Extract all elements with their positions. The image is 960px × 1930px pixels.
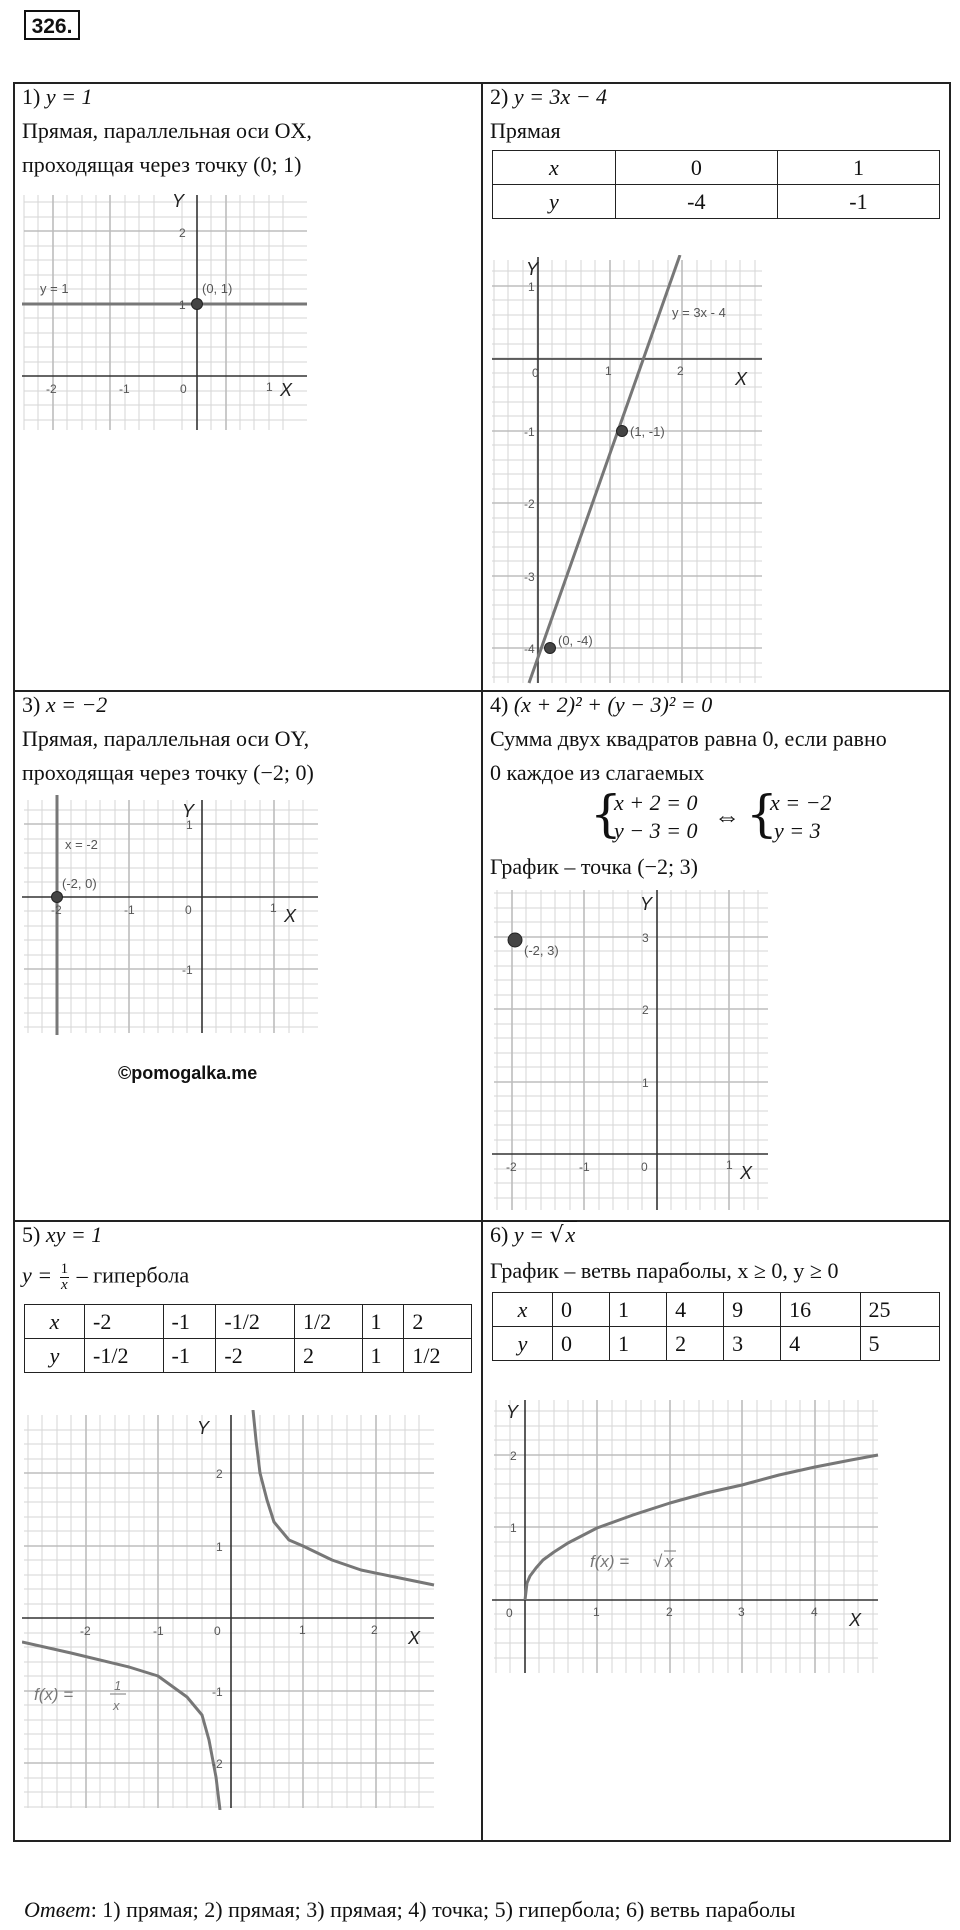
cell4-system [590,785,890,850]
problem-number: 326. [24,10,80,40]
cell3-desc1: Прямая, параллельная оси OY, [22,726,310,751]
cell1-axis-y: Y [172,191,185,211]
cell2-point2-label: (0, -4) [558,633,593,648]
cell2-point2 [545,643,556,654]
cell4-tick-x1: -1 [579,1160,590,1174]
sys-left-2: y − 3 = 0 [614,818,698,843]
table-cell: -1 [163,1305,216,1339]
sys-right-1: x = −2 [770,790,832,815]
cell6-tick-x3: 3 [738,1605,745,1619]
cell3-point [52,892,63,903]
cell1-tick-y1: 1 [179,298,186,312]
cell5-tick-y2: -1 [212,1685,223,1699]
cell6-desc1: График – ветвь параболы, x ≥ 0, y ≥ 0 [490,1258,839,1283]
cell6-func-sqrt: √ [653,1552,663,1571]
cell1-tick-x3: 1 [266,380,273,394]
cell6-tick-x4: 4 [811,1605,818,1619]
table-cell: 1 [362,1305,404,1339]
cell3-tick-x0: -2 [51,903,62,917]
cell6-header: 6) y = √x [490,1222,576,1248]
cell5-axis-x: X [408,1628,421,1648]
cell5-tick-y1: 1 [216,1540,223,1554]
table-row [493,1293,940,1327]
cell2-point1-label: (1, -1) [630,424,665,439]
cell5-tick-y0: 2 [216,1467,223,1481]
table-cell: 16 [781,1293,860,1327]
cell6-graph [492,1395,882,1675]
table-cell: 0 [553,1293,610,1327]
cell3-axis-y: Y [182,801,195,821]
cell1-tick-x1: -1 [119,382,130,396]
grid-border-right [949,82,951,1842]
cell6-tick-x2: 2 [666,1605,673,1619]
table-cell: 1 [610,1293,667,1327]
cell5-branch-positive [253,1410,434,1585]
grid-border-left [13,82,15,1842]
table-cell: x [25,1305,85,1339]
cell4-tick-y0: 3 [642,931,649,945]
table-cell: y [25,1339,85,1373]
cell5-func-den: x [113,1698,120,1713]
cell5-tick-x2: 0 [214,1624,221,1638]
cell2-tick-x2: 2 [677,364,684,378]
grid-border-mid [481,82,483,1842]
cell4-axis-y: Y [640,894,653,914]
answer-line [24,1897,795,1923]
cell4-point-label: (-2, 3) [524,943,559,958]
answer-text: : 1) прямая; 2) прямая; 3) прямая; 4) точка; 5) гипербола; 6) ветвь параболы [90,1897,796,1922]
cell2-tick-y1: -1 [524,425,535,439]
table-cell: x [493,151,616,185]
table-cell: 3 [724,1327,781,1361]
equiv-sign: ⇔ [714,802,740,831]
cell2-tick-y0: 1 [528,280,535,294]
table-cell: -1/2 [85,1339,164,1373]
table-row [493,185,940,219]
table-row [25,1305,472,1339]
table-cell: 0 [553,1327,610,1361]
cell6-tick-x1: 1 [593,1605,600,1619]
cell1-point-label: (0, 1) [202,281,233,296]
cell2-header: 2) y = 3x − 4 [490,84,608,109]
cell5-graph [22,1410,442,1810]
cell3-tick-y1: -1 [182,963,193,977]
watermark: ©pomogalka.me [118,1063,258,1083]
cell1-line-label: y = 1 [40,281,69,296]
cell2-tick-x1: 1 [605,364,612,378]
cell4-header: 4) (x + 2)² + (y − 3)² = 0 [490,692,713,717]
cell2-line-label: y = 3x - 4 [672,305,726,320]
table-cell: -4 [615,185,777,219]
sys-left-1: x + 2 = 0 [614,790,698,815]
cell6-tick-y0: 2 [510,1449,517,1463]
cell5-desc: y = $\frac{1}{x}$ – гипербола [22,1261,190,1293]
cell3-line-label: x = -2 [65,837,98,852]
cell6-tick-x0: 0 [506,1606,513,1620]
cell6-axis-y: Y [506,1402,519,1422]
table-cell: 1 [777,151,939,185]
cell2-tick-x0: 0 [532,366,539,380]
table-cell: 4 [667,1293,724,1327]
cell6-table [492,1292,940,1361]
cell3-graph [22,795,322,1035]
cell5-tick-x0: -2 [80,1624,91,1638]
cell5-tick-x3: 1 [299,1623,306,1637]
cell2-graph [492,255,764,685]
cell4-tick-x0: -2 [506,1160,517,1174]
cell3-header: 3) x = −2 [22,692,108,717]
table-row [493,1327,940,1361]
cell1-header: 1) y = 1 [22,84,93,109]
cell6-axis-x: X [849,1610,862,1630]
table-cell: 1 [610,1327,667,1361]
cell4-point [508,933,522,947]
cell3-point-label: (-2, 0) [62,876,97,891]
cell5-fraction: $\frac{1}{x}$ [60,1261,69,1293]
cell6-sqrt: √ [549,1223,564,1248]
cell1-desc1: Прямая, параллельная оси OX, [22,118,312,143]
cell2-tick-y4: -4 [524,642,535,656]
cell1-tick-x2: 0 [180,382,187,396]
table-cell: 0 [615,151,777,185]
cell1-graph [22,185,312,435]
cell1-axis-x: X [280,380,293,400]
table-cell: 2 [294,1339,362,1373]
cell4-tick-x3: 1 [726,1158,733,1172]
table-cell: y [493,185,616,219]
cell3-tick-x2: 0 [185,903,192,917]
cell5-tick-x1: -1 [153,1624,164,1638]
cell5-branch-negative [22,1642,220,1810]
cell3-tick-y0: 1 [186,818,193,832]
cell2-table [492,150,940,219]
cell4-tick-x2: 0 [641,1160,648,1174]
cell4-tick-y2: 1 [642,1076,649,1090]
cell1-tick-y0: 2 [179,226,186,240]
table-cell: 1 [362,1339,404,1373]
cell4-graph [492,885,772,1215]
cell5-axis-y: Y [197,1418,210,1438]
table-row [493,151,940,185]
table-cell: x [493,1293,553,1327]
table-cell: y [493,1327,553,1361]
table-cell: -2 [85,1305,164,1339]
table-row [25,1339,472,1373]
brace-left: { [590,785,622,843]
cell5-table [24,1304,472,1373]
cell1-tick-x0: -2 [46,382,57,396]
cell2-axis-x: X [735,369,748,389]
cell3-tick-x1: -1 [124,903,135,917]
cell4-axis-x: X [740,1163,753,1183]
cell2-tick-y2: -2 [524,497,535,511]
sys-right-2: y = 3 [774,818,821,843]
cell1-point [192,299,203,310]
cell5-tick-x4: 2 [371,1623,378,1637]
table-cell: -1 [777,185,939,219]
table-cell: -2 [216,1339,295,1373]
cell4-desc3: График – точка (−2; 3) [490,854,698,879]
table-cell: 25 [860,1293,939,1327]
cell6-tick-y1: 1 [510,1521,517,1535]
brace-right: { [746,785,778,843]
table-cell: 2 [404,1305,472,1339]
table-cell: 2 [667,1327,724,1361]
cell4-tick-y1: 2 [642,1003,649,1017]
cell5-func-num: 1 [114,1678,122,1693]
cell1-desc2: проходящая через точку (0; 1) [22,152,302,177]
cell6-func-rad: x [665,1552,674,1571]
answer-label: Ответ [24,1897,91,1922]
table-cell: -1 [163,1339,216,1373]
cell6-func-label: f(x) = [590,1552,630,1571]
cell5-tick-y3: -2 [212,1757,223,1771]
table-cell: -1/2 [216,1305,295,1339]
cell4-desc1: Сумма двух квадратов равна 0, если равно [490,726,887,751]
cell5-header: 5) xy = 1 [22,1222,103,1247]
cell2-desc1: Прямая [490,118,561,143]
cell4-desc2: 0 каждое из слагаемых [490,760,705,785]
cell3-axis-x: X [284,906,297,926]
table-cell: 9 [724,1293,781,1327]
table-cell: 5 [860,1327,939,1361]
cell3-tick-x3: 1 [270,901,277,915]
table-cell: 1/2 [294,1305,362,1339]
table-cell: 1/2 [404,1339,472,1373]
cell2-axis-y: Y [526,259,539,279]
cell3-desc2: проходящая через точку (−2; 0) [22,760,314,785]
cell5-func-label: f(x) = [34,1685,74,1704]
cell2-point1 [617,426,628,437]
table-cell: 4 [781,1327,860,1361]
cell2-tick-y3: -3 [524,570,535,584]
